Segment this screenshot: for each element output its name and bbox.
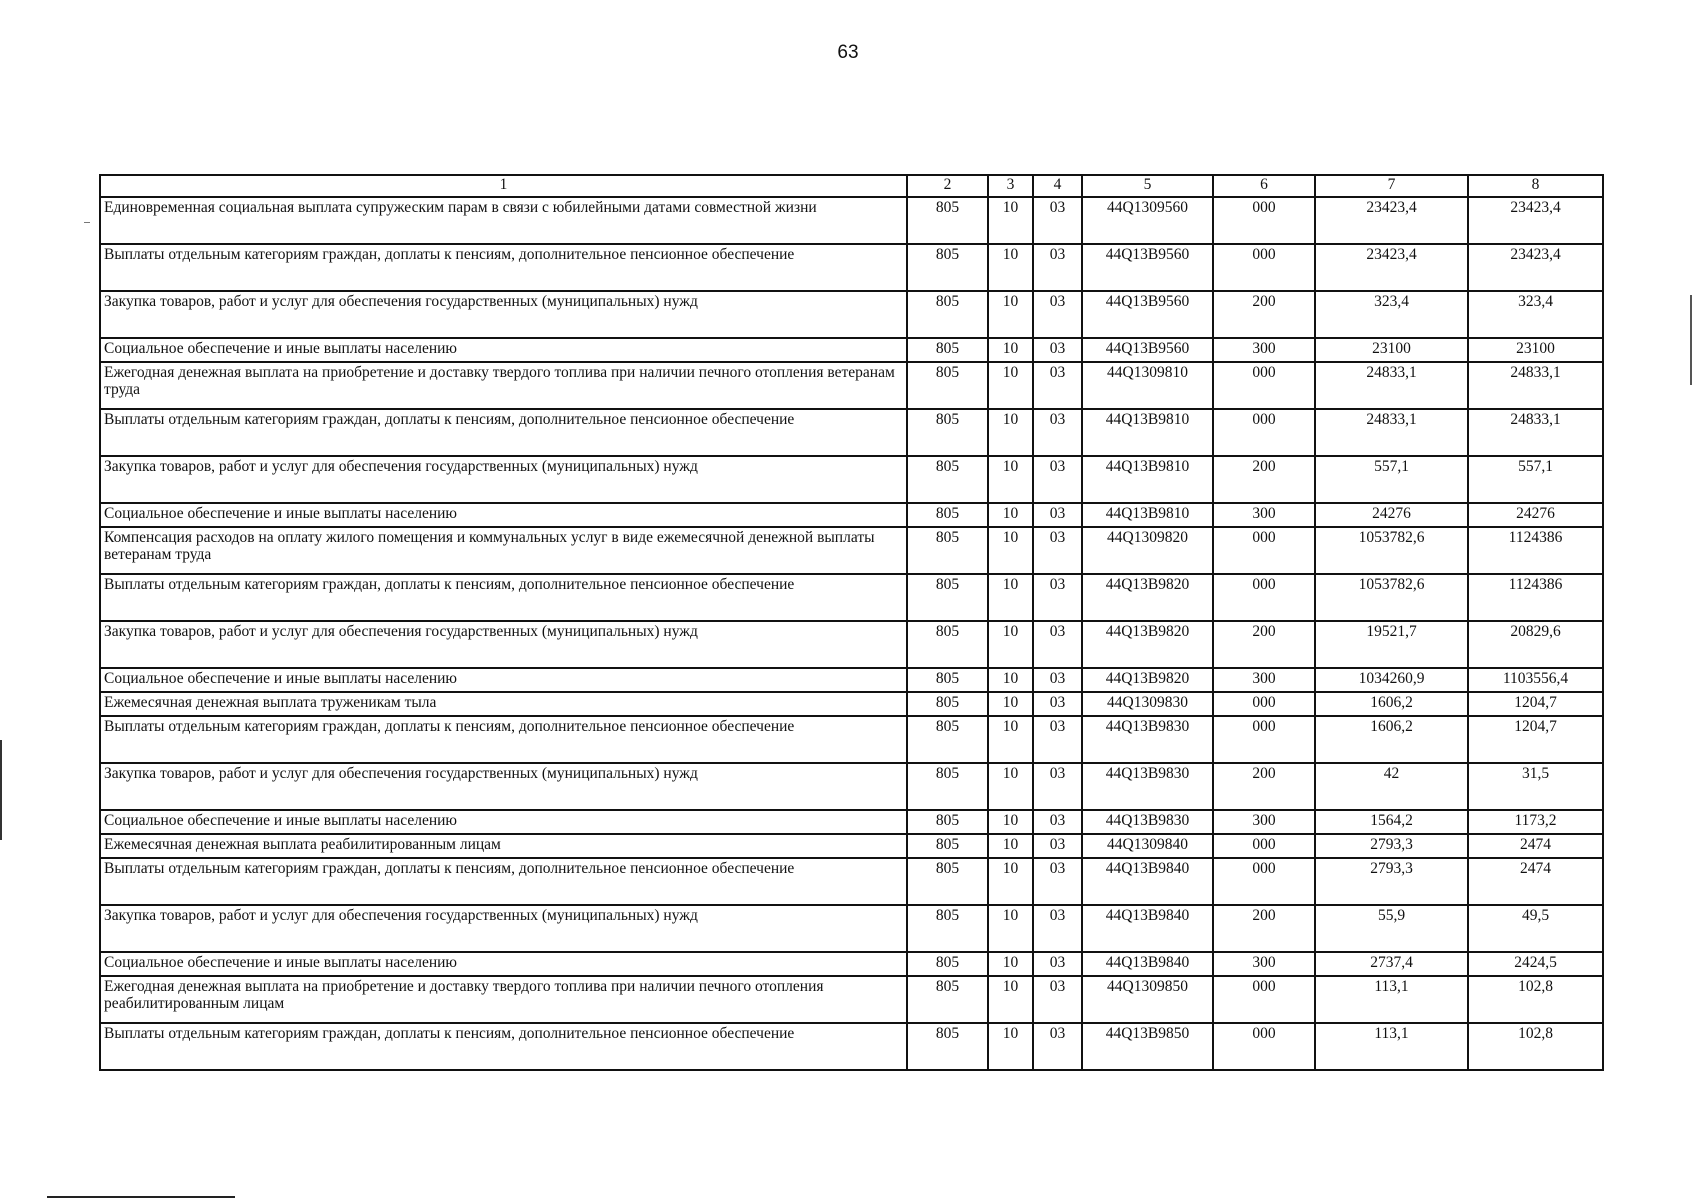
description-cell: Социальное обеспечение и иные выплаты населению <box>100 668 907 692</box>
target-article-cell: 44Q13B9840 <box>1082 952 1213 976</box>
expense-type-cell: 200 <box>1213 621 1315 668</box>
code-2-cell: 805 <box>907 668 988 692</box>
table-row <box>100 668 1603 692</box>
amount-col7-cell: 2793,3 <box>1315 858 1468 905</box>
expense-type-cell: 300 <box>1213 810 1315 834</box>
amount-col7-cell: 1034260,9 <box>1315 668 1468 692</box>
target-article-cell: 44Q13B9810 <box>1082 456 1213 503</box>
subsection-cell: 03 <box>1033 952 1082 976</box>
target-article-cell: 44Q13B9810 <box>1082 409 1213 456</box>
code-2-cell: 805 <box>907 503 988 527</box>
expense-type-cell: 000 <box>1213 858 1315 905</box>
subsection-cell: 03 <box>1033 668 1082 692</box>
subsection-cell: 03 <box>1033 503 1082 527</box>
footnote-rule <box>47 1196 235 1198</box>
subsection-cell: 03 <box>1033 976 1082 1023</box>
code-2-cell: 805 <box>907 692 988 716</box>
expense-type-cell: 200 <box>1213 291 1315 338</box>
code-2-cell: 805 <box>907 834 988 858</box>
code-2-cell: 805 <box>907 574 988 621</box>
table-row <box>100 834 1603 858</box>
target-article-cell: 44Q1309850 <box>1082 976 1213 1023</box>
column-header: 4 <box>1033 175 1082 197</box>
code-2-cell: 805 <box>907 858 988 905</box>
amount-col8-cell: 2424,5 <box>1468 952 1603 976</box>
table-body <box>100 197 1603 1070</box>
description-cell: Закупка товаров, работ и услуг для обеспечения государственных (муниципальных) нужд <box>100 621 907 668</box>
subsection-cell: 03 <box>1033 716 1082 763</box>
section-cell: 10 <box>988 527 1033 574</box>
expense-type-cell: 000 <box>1213 716 1315 763</box>
description-cell: Закупка товаров, работ и услуг для обеспечения государственных (муниципальных) нужд <box>100 291 907 338</box>
table-row <box>100 244 1603 291</box>
code-2-cell: 805 <box>907 409 988 456</box>
amount-col7-cell: 1606,2 <box>1315 716 1468 763</box>
amount-col8-cell: 23100 <box>1468 338 1603 362</box>
description-cell: Социальное обеспечение и иные выплаты населению <box>100 810 907 834</box>
target-article-cell: 44Q13B9830 <box>1082 763 1213 810</box>
expense-type-cell: 300 <box>1213 668 1315 692</box>
description-cell: Выплаты отдельным категориям граждан, доплаты к пенсиям, дополнительное пенсионное обеспечение <box>100 716 907 763</box>
code-2-cell: 805 <box>907 244 988 291</box>
code-2-cell: 805 <box>907 716 988 763</box>
amount-col8-cell: 23423,4 <box>1468 197 1603 244</box>
subsection-cell: 03 <box>1033 763 1082 810</box>
section-cell: 10 <box>988 952 1033 976</box>
target-article-cell: 44Q13B9560 <box>1082 244 1213 291</box>
subsection-cell: 03 <box>1033 574 1082 621</box>
amount-col8-cell: 1124386 <box>1468 574 1603 621</box>
expense-type-cell: 200 <box>1213 456 1315 503</box>
section-cell: 10 <box>988 834 1033 858</box>
code-2-cell: 805 <box>907 362 988 409</box>
margin-tick <box>84 222 90 223</box>
amount-col7-cell: 113,1 <box>1315 1023 1468 1070</box>
code-2-cell: 805 <box>907 291 988 338</box>
expense-type-cell: 200 <box>1213 905 1315 952</box>
subsection-cell: 03 <box>1033 810 1082 834</box>
amount-col7-cell: 23423,4 <box>1315 197 1468 244</box>
table-row <box>100 905 1603 952</box>
amount-col8-cell: 1173,2 <box>1468 810 1603 834</box>
column-header: 5 <box>1082 175 1213 197</box>
column-header: 7 <box>1315 175 1468 197</box>
amount-col7-cell: 23100 <box>1315 338 1468 362</box>
expense-type-cell: 000 <box>1213 834 1315 858</box>
amount-col7-cell: 55,9 <box>1315 905 1468 952</box>
target-article-cell: 44Q13B9840 <box>1082 905 1213 952</box>
description-cell: Социальное обеспечение и иные выплаты населению <box>100 952 907 976</box>
expense-type-cell: 000 <box>1213 692 1315 716</box>
amount-col8-cell: 23423,4 <box>1468 244 1603 291</box>
amount-col8-cell: 2474 <box>1468 858 1603 905</box>
table-row <box>100 858 1603 905</box>
section-cell: 10 <box>988 976 1033 1023</box>
section-cell: 10 <box>988 244 1033 291</box>
table-row <box>100 621 1603 668</box>
section-cell: 10 <box>988 503 1033 527</box>
amount-col7-cell: 23423,4 <box>1315 244 1468 291</box>
amount-col7-cell: 19521,7 <box>1315 621 1468 668</box>
expense-type-cell: 000 <box>1213 409 1315 456</box>
description-cell: Выплаты отдельным категориям граждан, доплаты к пенсиям, дополнительное пенсионное обеспечение <box>100 409 907 456</box>
expense-type-cell: 000 <box>1213 976 1315 1023</box>
table-row <box>100 692 1603 716</box>
table-row <box>100 456 1603 503</box>
target-article-cell: 44Q13B9560 <box>1082 338 1213 362</box>
amount-col7-cell: 2793,3 <box>1315 834 1468 858</box>
amount-col8-cell: 2474 <box>1468 834 1603 858</box>
section-cell: 10 <box>988 810 1033 834</box>
target-article-cell: 44Q13B9810 <box>1082 503 1213 527</box>
description-cell: Социальное обеспечение и иные выплаты населению <box>100 338 907 362</box>
target-article-cell: 44Q1309810 <box>1082 362 1213 409</box>
table-row <box>100 409 1603 456</box>
code-2-cell: 805 <box>907 976 988 1023</box>
subsection-cell: 03 <box>1033 409 1082 456</box>
description-cell: Ежемесячная денежная выплата реабилитированным лицам <box>100 834 907 858</box>
target-article-cell: 44Q13B9820 <box>1082 574 1213 621</box>
section-cell: 10 <box>988 692 1033 716</box>
target-article-cell: 44Q13B9830 <box>1082 810 1213 834</box>
description-cell: Выплаты отдельным категориям граждан, доплаты к пенсиям, дополнительное пенсионное обеспечение <box>100 858 907 905</box>
subsection-cell: 03 <box>1033 362 1082 409</box>
subsection-cell: 03 <box>1033 527 1082 574</box>
code-2-cell: 805 <box>907 456 988 503</box>
column-header: 8 <box>1468 175 1603 197</box>
target-article-cell: 44Q1309840 <box>1082 834 1213 858</box>
code-2-cell: 805 <box>907 1023 988 1070</box>
amount-col7-cell: 323,4 <box>1315 291 1468 338</box>
description-cell: Компенсация расходов на оплату жилого помещения и коммунальных услуг в виде ежемесячной денежной выплаты ветеранам труда <box>100 527 907 574</box>
expense-type-cell: 000 <box>1213 1023 1315 1070</box>
amount-col8-cell: 1124386 <box>1468 527 1603 574</box>
subsection-cell: 03 <box>1033 621 1082 668</box>
section-cell: 10 <box>988 362 1033 409</box>
amount-col7-cell: 1564,2 <box>1315 810 1468 834</box>
amount-col7-cell: 24276 <box>1315 503 1468 527</box>
description-cell: Ежемесячная денежная выплата труженикам тыла <box>100 692 907 716</box>
amount-col8-cell: 102,8 <box>1468 1023 1603 1070</box>
description-cell: Закупка товаров, работ и услуг для обеспечения государственных (муниципальных) нужд <box>100 456 907 503</box>
section-cell: 10 <box>988 574 1033 621</box>
target-article-cell: 44Q13B9560 <box>1082 291 1213 338</box>
table-row <box>100 1023 1603 1070</box>
code-2-cell: 805 <box>907 527 988 574</box>
section-cell: 10 <box>988 858 1033 905</box>
description-cell: Закупка товаров, работ и услуг для обеспечения государственных (муниципальных) нужд <box>100 905 907 952</box>
scan-edge-mark <box>1690 295 1692 385</box>
amount-col8-cell: 24833,1 <box>1468 409 1603 456</box>
section-cell: 10 <box>988 905 1033 952</box>
code-2-cell: 805 <box>907 905 988 952</box>
amount-col8-cell: 323,4 <box>1468 291 1603 338</box>
expense-type-cell: 000 <box>1213 527 1315 574</box>
header-row <box>100 175 1603 197</box>
target-article-cell: 44Q13B9850 <box>1082 1023 1213 1070</box>
description-cell: Выплаты отдельным категориям граждан, доплаты к пенсиям, дополнительное пенсионное обеспечение <box>100 244 907 291</box>
section-cell: 10 <box>988 338 1033 362</box>
amount-col8-cell: 20829,6 <box>1468 621 1603 668</box>
section-cell: 10 <box>988 1023 1033 1070</box>
target-article-cell: 44Q13B9840 <box>1082 858 1213 905</box>
code-2-cell: 805 <box>907 197 988 244</box>
code-2-cell: 805 <box>907 952 988 976</box>
table-row <box>100 952 1603 976</box>
expense-type-cell: 000 <box>1213 197 1315 244</box>
expense-type-cell: 300 <box>1213 338 1315 362</box>
section-cell: 10 <box>988 291 1033 338</box>
table-row <box>100 503 1603 527</box>
subsection-cell: 03 <box>1033 692 1082 716</box>
amount-col7-cell: 24833,1 <box>1315 362 1468 409</box>
code-2-cell: 805 <box>907 810 988 834</box>
subsection-cell: 03 <box>1033 456 1082 503</box>
code-2-cell: 805 <box>907 621 988 668</box>
subsection-cell: 03 <box>1033 338 1082 362</box>
table-row <box>100 362 1603 409</box>
section-cell: 10 <box>988 621 1033 668</box>
section-cell: 10 <box>988 668 1033 692</box>
table-row <box>100 527 1603 574</box>
section-cell: 10 <box>988 456 1033 503</box>
amount-col7-cell: 2737,4 <box>1315 952 1468 976</box>
target-article-cell: 44Q1309560 <box>1082 197 1213 244</box>
amount-col7-cell: 24833,1 <box>1315 409 1468 456</box>
section-cell: 10 <box>988 716 1033 763</box>
page-number: 63 <box>837 42 859 63</box>
description-cell: Единовременная социальная выплата супружеским парам в связи с юбилейными датами совместной жизни <box>100 197 907 244</box>
subsection-cell: 03 <box>1033 905 1082 952</box>
subsection-cell: 03 <box>1033 291 1082 338</box>
amount-col7-cell: 1606,2 <box>1315 692 1468 716</box>
expense-type-cell: 200 <box>1213 763 1315 810</box>
description-cell: Социальное обеспечение и иные выплаты населению <box>100 503 907 527</box>
target-article-cell: 44Q1309820 <box>1082 527 1213 574</box>
amount-col8-cell: 557,1 <box>1468 456 1603 503</box>
description-cell: Выплаты отдельным категориям граждан, доплаты к пенсиям, дополнительное пенсионное обеспечение <box>100 574 907 621</box>
scan-edge-mark <box>0 740 2 840</box>
section-cell: 10 <box>988 197 1033 244</box>
target-article-cell: 44Q13B9830 <box>1082 716 1213 763</box>
amount-col8-cell: 1204,7 <box>1468 716 1603 763</box>
subsection-cell: 03 <box>1033 244 1082 291</box>
code-2-cell: 805 <box>907 763 988 810</box>
amount-col8-cell: 31,5 <box>1468 763 1603 810</box>
amount-col7-cell: 1053782,6 <box>1315 527 1468 574</box>
section-cell: 10 <box>988 763 1033 810</box>
subsection-cell: 03 <box>1033 197 1082 244</box>
table-row <box>100 716 1603 763</box>
table-row <box>100 976 1603 1023</box>
description-cell: Выплаты отдельным категориям граждан, доплаты к пенсиям, дополнительное пенсионное обеспечение <box>100 1023 907 1070</box>
amount-col7-cell: 1053782,6 <box>1315 574 1468 621</box>
expense-type-cell: 000 <box>1213 362 1315 409</box>
column-header: 2 <box>907 175 988 197</box>
section-cell: 10 <box>988 409 1033 456</box>
column-header: 6 <box>1213 175 1315 197</box>
column-header: 1 <box>100 175 907 197</box>
amount-col8-cell: 49,5 <box>1468 905 1603 952</box>
table-row <box>100 810 1603 834</box>
code-2-cell: 805 <box>907 338 988 362</box>
subsection-cell: 03 <box>1033 1023 1082 1070</box>
budget-table <box>99 174 1604 1071</box>
description-cell: Закупка товаров, работ и услуг для обеспечения государственных (муниципальных) нужд <box>100 763 907 810</box>
table-row <box>100 574 1603 621</box>
target-article-cell: 44Q13B9820 <box>1082 668 1213 692</box>
column-header: 3 <box>988 175 1033 197</box>
amount-col8-cell: 1103556,4 <box>1468 668 1603 692</box>
expense-type-cell: 000 <box>1213 574 1315 621</box>
table-row <box>100 763 1603 810</box>
table-row <box>100 197 1603 244</box>
subsection-cell: 03 <box>1033 858 1082 905</box>
amount-col7-cell: 42 <box>1315 763 1468 810</box>
target-article-cell: 44Q1309830 <box>1082 692 1213 716</box>
target-article-cell: 44Q13B9820 <box>1082 621 1213 668</box>
amount-col7-cell: 557,1 <box>1315 456 1468 503</box>
amount-col8-cell: 24833,1 <box>1468 362 1603 409</box>
description-cell: Ежегодная денежная выплата на приобретение и доставку твердого топлива при наличии печного отопления реабилитированным лицам <box>100 976 907 1023</box>
expense-type-cell: 000 <box>1213 244 1315 291</box>
expense-type-cell: 300 <box>1213 952 1315 976</box>
table-row <box>100 291 1603 338</box>
expense-type-cell: 300 <box>1213 503 1315 527</box>
table-row <box>100 338 1603 362</box>
subsection-cell: 03 <box>1033 834 1082 858</box>
amount-col8-cell: 24276 <box>1468 503 1603 527</box>
amount-col8-cell: 1204,7 <box>1468 692 1603 716</box>
description-cell: Ежегодная денежная выплата на приобретение и доставку твердого топлива при наличии печного отопления ветеранам труда <box>100 362 907 409</box>
amount-col7-cell: 113,1 <box>1315 976 1468 1023</box>
amount-col8-cell: 102,8 <box>1468 976 1603 1023</box>
